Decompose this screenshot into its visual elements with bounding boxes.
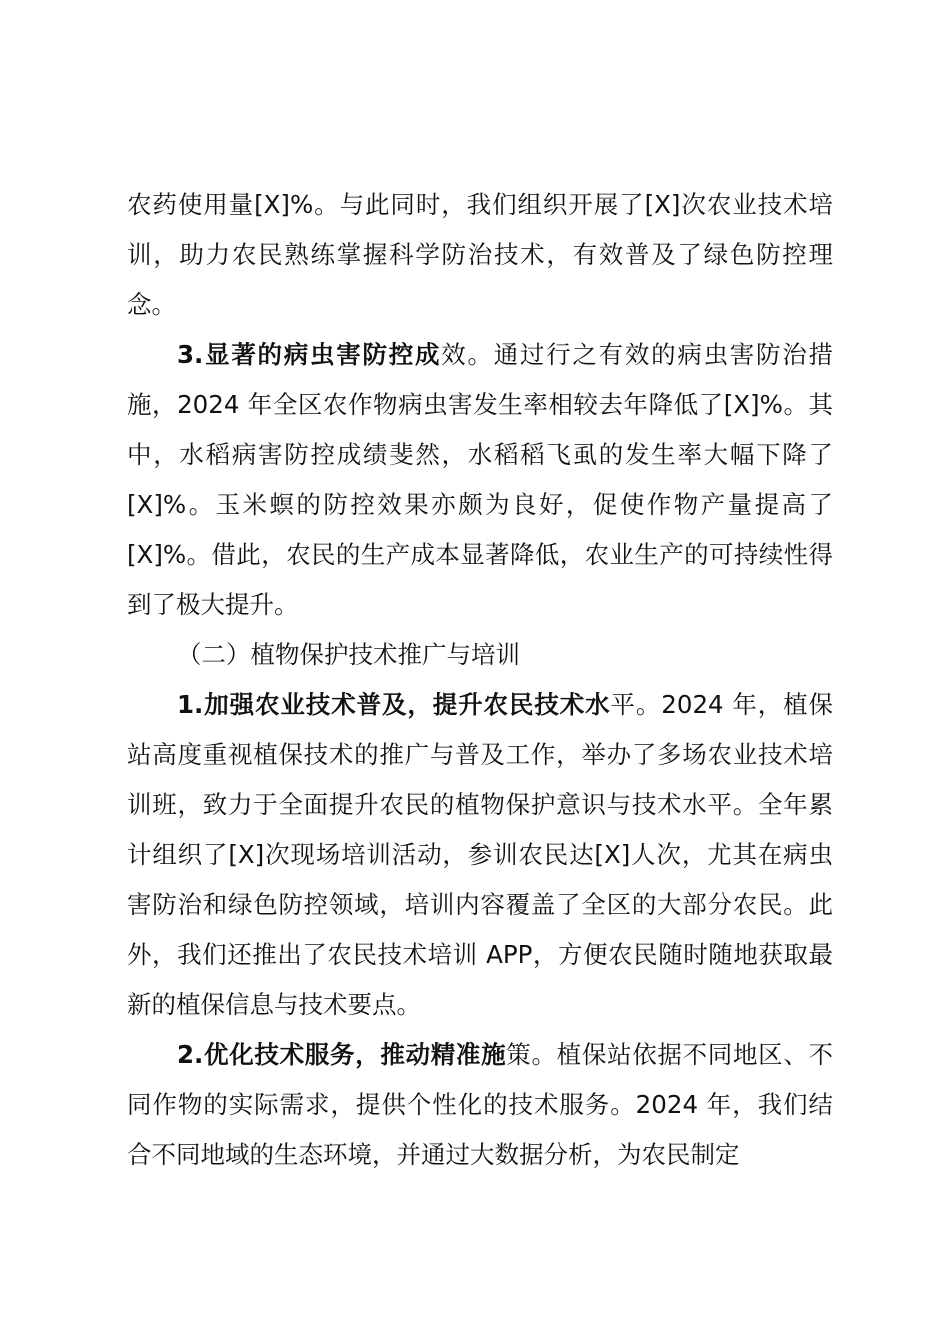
section-heading-3: 3.显著的病虫害防控成 (177, 340, 442, 369)
paragraph-pesticide-training (127, 180, 833, 330)
paragraph-text: 效。通过行之有效的病虫害防治措施，2024 年全区农作物病虫害发生率相较去年降低了[X]%。其中，水稻病害防控成绩斐然，水稻稻飞虱的发生率大幅下降了[X]%。玉米螟的防控效果亦颇为良好，促使作物产量提高了[X]%。借此，农民的生产成本显著降低，农业生产的可持续性得到了极大提升。 (127, 340, 834, 619)
paragraph-text: 农药使用量[X]%。与此同时，我们组织开展了[X]次农业技术培训，助力农民熟练掌握科学防治技术，有效普及了绿色防控理念。 (127, 190, 833, 319)
document-body (127, 180, 833, 1180)
subsection-title (127, 630, 833, 680)
subsection-title-text: （二）植物保护技术推广与培训 (177, 640, 520, 669)
paragraph-technology-popularization (127, 680, 833, 1030)
paragraph-text: 平。2024 年，植保站高度重视植保技术的推广与普及工作，举办了多场农业技术培训班，致力于全面提升农民的植物保护意识与技术水平。全年累计组织了[X]次现场培训活动，参训农民达[X]人次，尤其在病虫害防治和绿色防控领域，培训内容覆盖了全区的大部分农民。此外，我们还推出了农民技术培训 APP，方便农民随时随地获取最新的植保信息与技术要点。 (127, 690, 834, 1019)
section-heading-1: 1.加强农业技术普及，提升农民技术水 (177, 690, 611, 719)
paragraph-pest-control-results (127, 330, 833, 630)
paragraph-technical-services (127, 1030, 833, 1180)
section-heading-2: 2.优化技术服务，推动精准施 (177, 1040, 507, 1069)
paragraph-text: 策。植保站依据不同地区、不同作物的实际需求，提供个性化的技术服务。2024 年，我们结合不同地域的生态环境，并通过大数据分析，为农民制定 (127, 1040, 834, 1169)
